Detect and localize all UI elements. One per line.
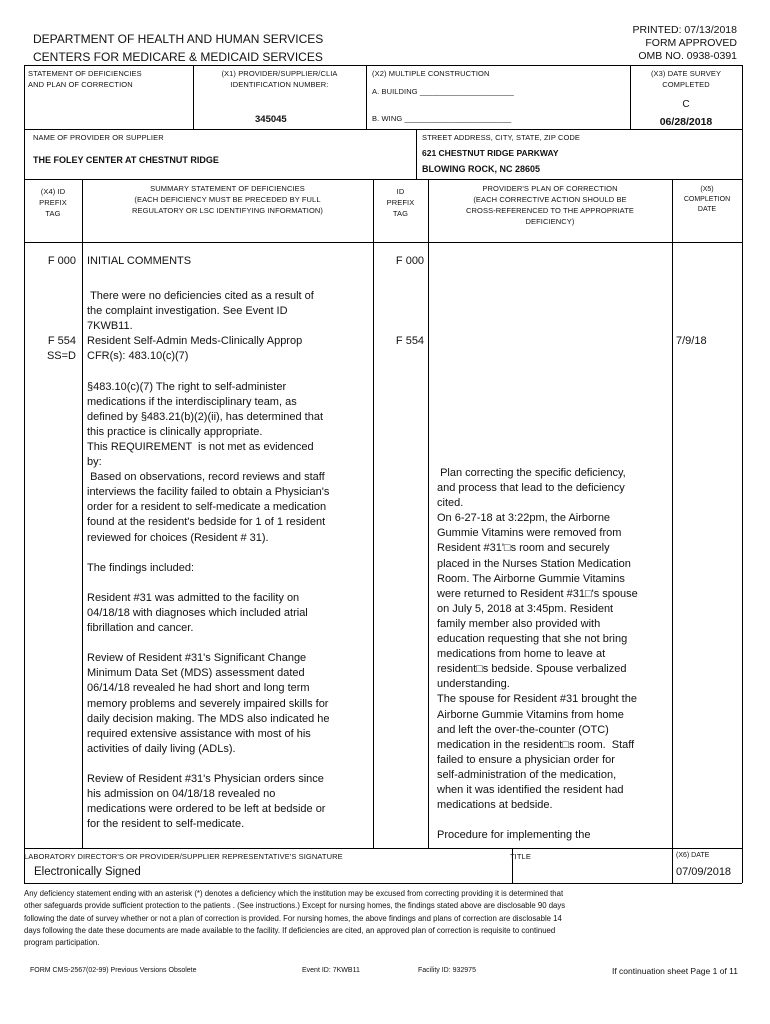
title-label: TITLE	[510, 852, 531, 861]
city-state-zip: BLOWING ROCK, NC 28605	[422, 164, 541, 174]
signature-label: LABORATORY DIRECTOR'S OR PROVIDER/SUPPLIER REPRESENTATIVE'S SIGNATURE	[24, 852, 343, 861]
omb-number: OMB NO. 0938-0391	[638, 50, 737, 62]
provider-name-label: NAME OF PROVIDER OR SUPPLIER	[33, 133, 164, 142]
statement-label: STATEMENT OF DEFICIENCIES AND PLAN OF CORRECTION	[28, 69, 142, 89]
tag-f554-right: F 554	[395, 335, 425, 347]
rule-5	[24, 848, 742, 849]
rule-col3	[428, 179, 429, 848]
completion-date: 7/9/18	[676, 335, 707, 347]
form-approved: FORM APPROVED	[645, 37, 737, 49]
x3-label: (X3) DATE SURVEY COMPLETED	[650, 69, 722, 89]
x5-header: (X5) COMPLETION DATE	[683, 186, 731, 213]
tag-f000: F 000	[47, 255, 76, 267]
tag-f000-right: F 000	[395, 255, 425, 267]
rule-3	[24, 179, 742, 180]
disclaimer-text: Any deficiency statement ending with an asterisk (*) denotes a deficiency which the institution may be excused from correcting providing it is determined that other safeguards provide sufficient protection to the patients . (See instructions.) Except for nursing homes, the findings stated above are disclosable 90 days following the date of survey whether or not a plan of correction is provided. For nursing homes, the above findings and plans of correction are disclosable 14 days following the date these documents are made available to the facility. If deficiencies are cited, an approved plan of correction is requisite to continued program participation.	[24, 889, 566, 948]
rule-6	[24, 883, 742, 884]
wing-field: B. WING _________________________	[372, 114, 512, 123]
page-number: If continuation sheet Page 1 of 11	[611, 966, 738, 976]
rule-col2	[373, 179, 374, 848]
x1-label: (X1) PROVIDER/SUPPLIER/CLIA IDENTIFICATION NUMBER:	[221, 69, 338, 89]
rule-4	[24, 242, 742, 243]
rule-x2	[366, 65, 367, 129]
address-label: STREET ADDRESS, CITY, STATE, ZIP CODE	[422, 133, 581, 142]
scope-severity: SS=D	[46, 350, 76, 362]
rule-sig2	[672, 848, 673, 883]
signature-date: 07/09/2018	[676, 866, 732, 878]
form-number: FORM CMS-2567(02-99) Previous Versions Obsolete	[30, 967, 197, 974]
provider-id-number: 345045	[255, 114, 287, 125]
rule-col1	[82, 179, 83, 848]
rule-address	[416, 129, 417, 179]
summary-text: There were no deficiencies cited as a result of the complaint investigation. See Event ID 7KWB11. Resident Self-Admin Meds-Clinically Approp CFR(s): 483.10(c)(7) §483.10(c)(7) The right to self-administer medications if the interdisciplinary team, as defined by §483.21(b)(2)(ii), has determined that this practice is clinically appropriate. This REQUIREMENT is not met as evidenced by: Based on observations, record reviews and staff interviews the facility failed to obtain a Physician's order for a resident to self-medicate a medication found at the resident's bedside for 1 of 1 resident reviewed for choices (Resident # 31). The findings included: Resident #31 was admitted to the facility on 04/18/18 with diagnoses which included atrial fibrillation and cancer. Review of Resident #31's Significant Change Minimum Data Set (MDS) assessment dated 06/14/18 revealed he had short and long term memory problems and severely impaired skills for daily decision making. The MDS also indicated he required extensive assistance with most of his activities of daily living (ADLs). Review of Resident #31's Physician orders since his admission on 04/18/18 revealed no medications were ordered to be left at bedside or for the resident to self-medicate.	[87, 290, 330, 831]
summary-header: SUMMARY STATEMENT OF DEFICIENCIES (EACH DEFICIENCY MUST BE PRECEDED BY FULL REGULATORY OR LSC IDENTIFYING INFORMATION)	[131, 184, 324, 215]
rule-col4	[672, 179, 673, 848]
centers-name: CENTERS FOR MEDICARE & MEDICAID SERVICES	[33, 50, 323, 64]
date-label: (X6) DATE	[676, 852, 710, 859]
plan-text: Plan correcting the specific deficiency, and process that lead to the deficiency cited. On 6-27-18 at 3:22pm, the Airborne Gummie Vitamins were removed from Resident #31'□s room and securely placed in the Nurses Station Medication Room. The Airborne Gummie Vitamins were returned to Resident #31□'s spouse on July 5, 2018 at 3:45pm. Resident family member also provided with education requesting that she not bring medications from home to leave at resident□s bedside. Spouse verbalized understanding. The spouse for Resident #31 brought the Airborne Gummie Vitamins from home and left the over-the-counter (OTC) medication in the resident□s room. Staff failed to ensure a physician order for self-administration of the medication, when it was identified the resident had medications at bedside. Procedure for implementing the	[437, 467, 638, 842]
event-id: Event ID: 7KWB11	[302, 967, 360, 974]
id-header: ID PREFIX TAG	[386, 187, 415, 218]
rule-right	[742, 65, 743, 883]
building-field: A. BUILDING ______________________	[372, 87, 514, 96]
x4-header: (X4) ID PREFIX TAG	[39, 187, 67, 218]
survey-date: 06/28/2018	[659, 116, 713, 128]
facility-id: Facility ID: 932975	[418, 967, 476, 974]
survey-code: C	[682, 99, 690, 110]
provider-name: THE FOLEY CENTER AT CHESTNUT RIDGE	[33, 155, 219, 165]
department-name: DEPARTMENT OF HEALTH AND HUMAN SERVICES	[33, 32, 324, 46]
initial-comments-title: INITIAL COMMENTS	[87, 255, 192, 267]
x2-label: (X2) MULTIPLE CONSTRUCTION	[372, 69, 490, 78]
street-address: 621 CHESTNUT RIDGE PARKWAY	[422, 148, 559, 158]
printed-date: PRINTED: 07/13/2018	[632, 24, 737, 36]
rule-top	[24, 65, 742, 66]
tag-f554: F 554	[47, 335, 76, 347]
signature-value: Electronically Signed	[34, 866, 141, 878]
rule-2	[24, 129, 742, 130]
plan-header: PROVIDER'S PLAN OF CORRECTION (EACH CORRECTIVE ACTION SHOULD BE CROSS-REFERENCED TO THE APPROPRIATE DEFICIENCY)	[466, 184, 634, 226]
